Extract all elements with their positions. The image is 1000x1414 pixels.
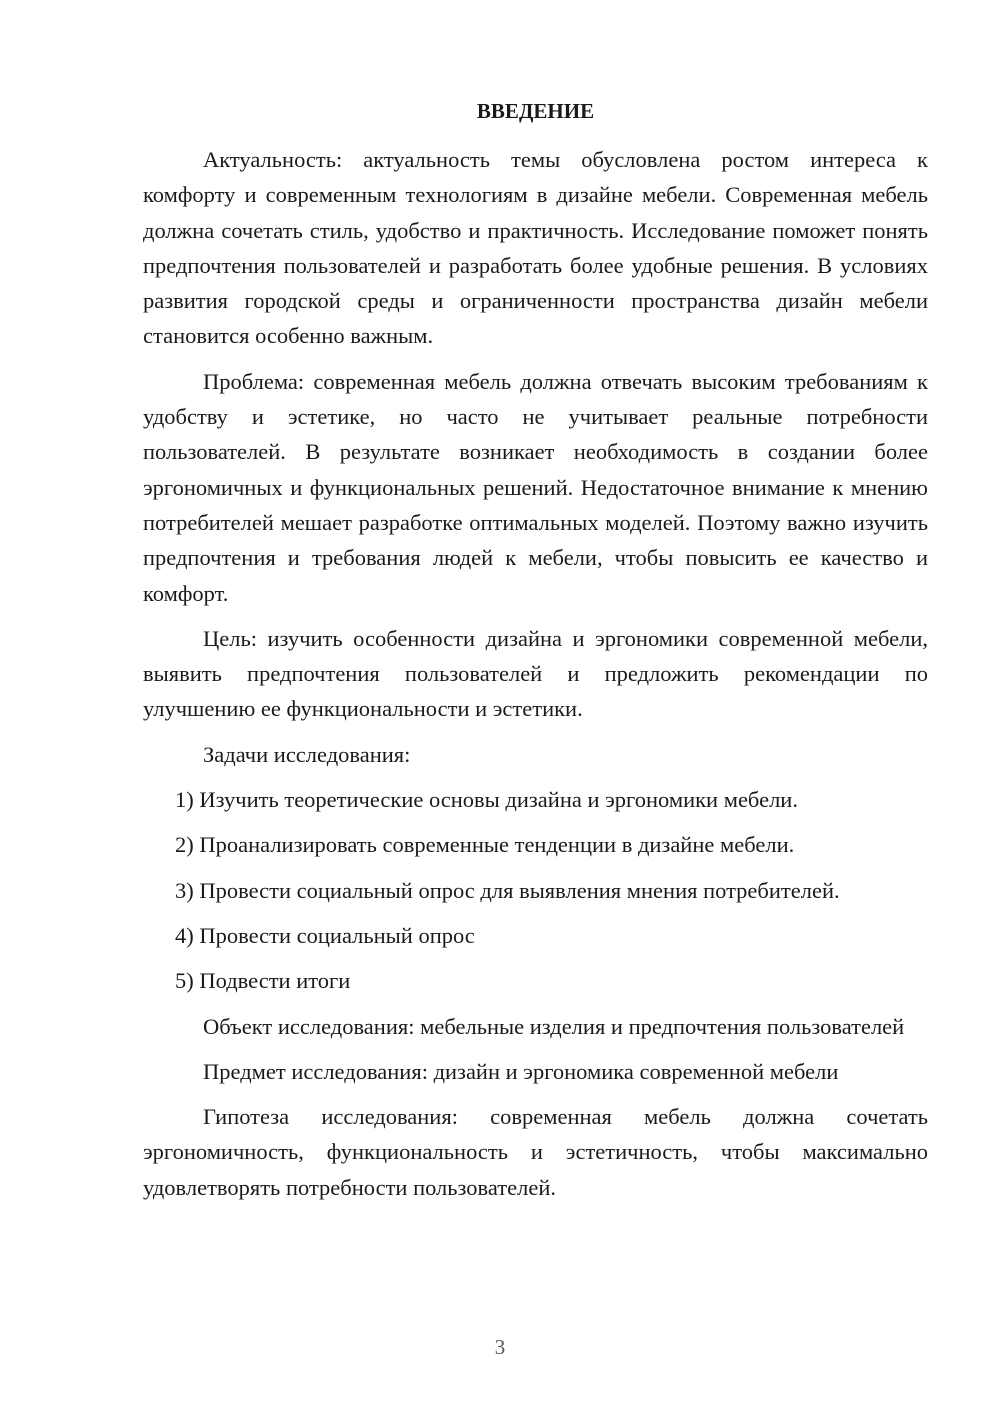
paragraph-problem: Проблема: современная мебель должна отвечать высоким требованиям к удобству и эстетике, но часто не учитывает реальные потребности пользователей. В результате возникает необходимость в создании более эргономичных и функциональных решений. Недостаточное внимание к мнению потребителей мешает разработке оптимальных моделей. Поэтому важно изучить предпочтения и требования людей к мебели, чтобы повысить ее качество и комфорт. xyxy=(143,368,928,606)
list-item: 4) Провести социальный опрос xyxy=(175,922,475,948)
list-item: 2) Проанализировать современные тенденции в дизайне мебели. xyxy=(175,832,795,858)
paragraph-goal: Цель: изучить особенности дизайна и эргономики современной мебели, выявить предпочтения пользователей и предложить рекомендации по улучшению ее функциональности и эстетики. xyxy=(143,625,928,722)
list-item: 5) Подвести итоги xyxy=(175,968,351,994)
list-item: 3) Провести социальный опрос для выявления мнения потребителей. xyxy=(175,877,840,903)
paragraph-hypothesis: Гипотеза исследования: современная мебель должна сочетать эргономичность, функциональность и эстетичность, чтобы максимально удовлетворять потребности пользователей. xyxy=(143,1104,928,1200)
tasks-heading: Задачи исследования: xyxy=(203,741,411,767)
page-title: ВВЕДЕНИЕ xyxy=(476,99,595,123)
document-body xyxy=(143,142,928,1215)
page-number: 3 xyxy=(494,1335,506,1359)
paragraph-subject: Предмет исследования: дизайн и эргономика современной мебели xyxy=(203,1058,839,1084)
paragraph-object: Объект исследования: мебельные изделия и предпочтения пользователей xyxy=(203,1013,905,1039)
list-item: 1) Изучить теоретические основы дизайна и эргономики мебели. xyxy=(175,787,798,813)
tasks-list xyxy=(143,782,928,998)
paragraph-actuality: Актуальность: актуальность темы обусловлена ростом интереса к комфорту и современным технологиям в дизайне мебели. Современная мебель должна сочетать стиль, удобство и практичность. Исследование поможет понять предпочтения пользователей и разработать более удобные решения. В условиях развития городской среды и ограниченности пространства дизайн мебели становится особенно важным. xyxy=(143,147,928,349)
